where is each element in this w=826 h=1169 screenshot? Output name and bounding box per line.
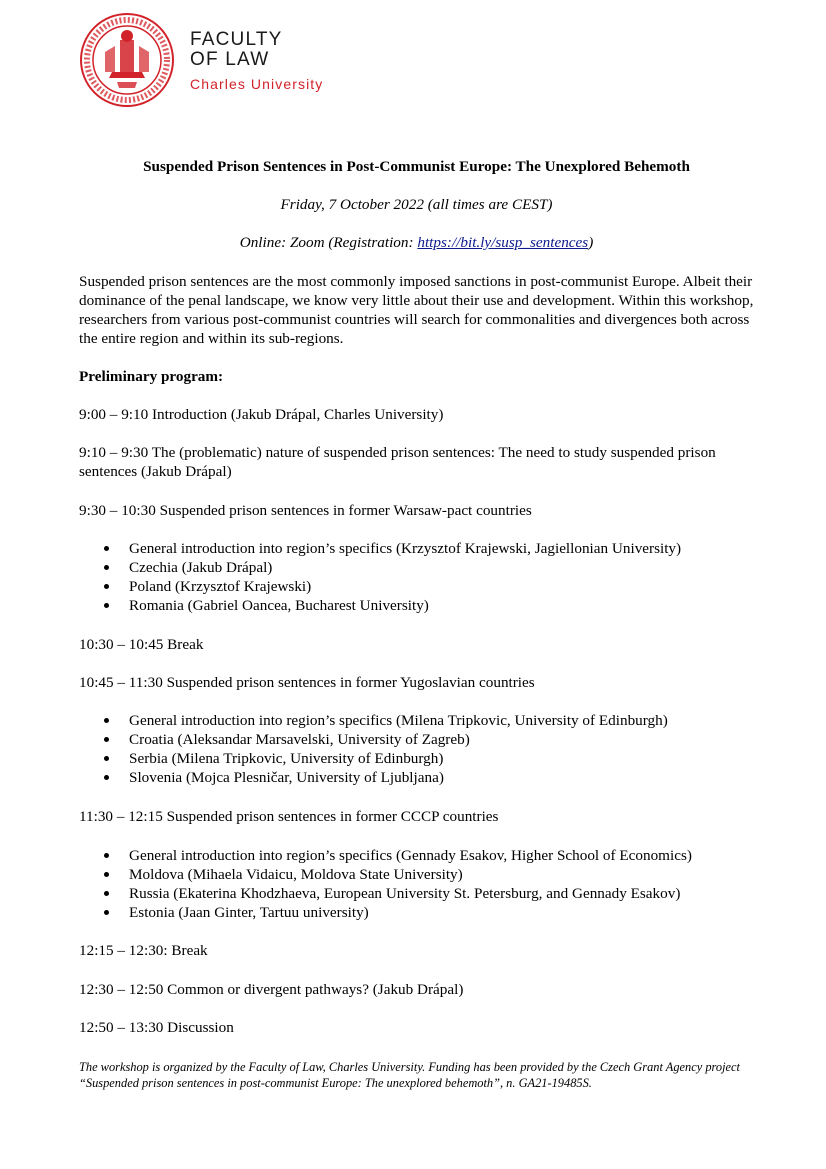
online-prefix: Online: Zoom (Registration: bbox=[239, 234, 418, 251]
list-item: Poland (Krzysztof Krajewski) bbox=[79, 577, 754, 596]
program-item-cccp: 11:30 – 12:15 Suspended prison sentences in former CCCP countries bbox=[79, 808, 499, 825]
workshop-title: Suspended Prison Sentences in Post-Communist Europe: The Unexplored Behemoth bbox=[143, 158, 690, 175]
list-item: Moldova (Mihaela Vidaicu, Moldova State University) bbox=[79, 865, 754, 884]
university-seal-icon bbox=[79, 12, 175, 108]
funding-note: The workshop is organized by the Faculty of Law, Charles University. Funding has been provided by the Czech Grant Agency project “Suspended prison sentences in post-communist Europe: The unexplored behemoth”, n. GA21-19485S. bbox=[79, 1060, 740, 1090]
yugoslavian-speakers bbox=[79, 711, 754, 787]
program-item-discussion: 12:50 – 13:30 Discussion bbox=[79, 1019, 234, 1036]
list-item: Estonia (Jaan Ginter, Tartuu university) bbox=[79, 903, 754, 922]
list-item: Slovenia (Mojca Plesničar, University of Ljubljana) bbox=[79, 768, 754, 787]
list-item: General introduction into region’s specifics (Gennady Esakov, Higher School of Economics) bbox=[79, 846, 754, 865]
list-item: Serbia (Milena Tripkovic, University of Edinburgh) bbox=[79, 749, 754, 768]
wordmark-line-faculty: FACULTY bbox=[190, 29, 283, 50]
wordmark-line-university: Charles University bbox=[190, 76, 324, 92]
online-suffix: ) bbox=[588, 234, 594, 251]
faculty-wordmark bbox=[190, 30, 323, 94]
list-item: General introduction into region’s specifics (Milena Tripkovic, University of Edinburgh) bbox=[79, 711, 754, 730]
list-item: Croatia (Aleksandar Marsavelski, University of Zagreb) bbox=[79, 730, 754, 749]
list-item: Czechia (Jakub Drápal) bbox=[79, 558, 754, 577]
intro-paragraph: Suspended prison sentences are the most commonly imposed sanctions in post-communist Europe. Albeit their dominance of the penal landscape, we know very little about their use and development. Within this workshop, researchers from various post-communist countries will search for commonalities and divergences both across the entire region and within its sub-regions. bbox=[79, 273, 754, 347]
faculty-header bbox=[79, 12, 379, 107]
wordmark-line-of-law: OF LAW bbox=[190, 49, 270, 70]
list-item: Romania (Gabriel Oancea, Bucharest University) bbox=[79, 596, 754, 615]
cccp-speakers bbox=[79, 846, 754, 922]
registration-link[interactable]: https://bit.ly/susp_sentences bbox=[417, 234, 589, 251]
list-item: Russia (Ekaterina Khodzhaeva, European University St. Petersburg, and Gennady Esakov) bbox=[79, 884, 754, 903]
program-item-yugoslavian: 10:45 – 11:30 Suspended prison sentences in former Yugoslavian countries bbox=[79, 674, 535, 691]
program-item-warsaw-pact: 9:30 – 10:30 Suspended prison sentences in former Warsaw-pact countries bbox=[79, 502, 532, 519]
program-item-pathways: 12:30 – 12:50 Common or divergent pathways? (Jakub Drápal) bbox=[79, 981, 464, 998]
online-info bbox=[79, 233, 754, 252]
program-item-break-2: 12:15 – 12:30: Break bbox=[79, 942, 208, 959]
list-item: General introduction into region’s specifics (Krzysztof Krajewski, Jagiellonian University) bbox=[79, 539, 754, 558]
program-item-nature: 9:10 – 9:30 The (problematic) nature of suspended prison sentences: The need to study suspended prison sentences (Jakub Drápal) bbox=[79, 444, 716, 480]
warsaw-pact-speakers bbox=[79, 539, 754, 615]
program-item-break-1: 10:30 – 10:45 Break bbox=[79, 636, 204, 653]
program-heading: Preliminary program: bbox=[79, 368, 224, 385]
workshop-date: Friday, 7 October 2022 (all times are CEST) bbox=[280, 196, 553, 213]
program-item-introduction: 9:00 – 9:10 Introduction (Jakub Drápal, Charles University) bbox=[79, 406, 444, 423]
